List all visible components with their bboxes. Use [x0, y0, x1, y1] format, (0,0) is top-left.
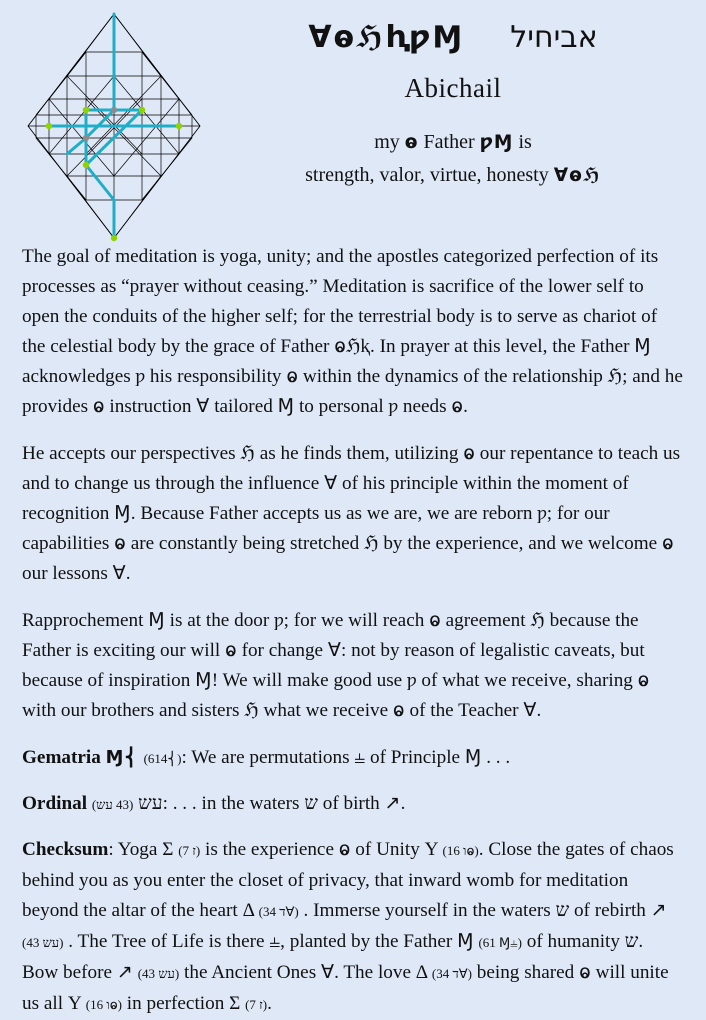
meaning-line-2 [214, 159, 692, 192]
checksum-t18: . [267, 993, 272, 1014]
title-row [214, 20, 692, 55]
paragraph-3: Rapprochement Ɱ is at the door ƿ; for we will reach ⱺ agreement ℌ because the Father is exciting our will ⱺ for change Ɐ: not by reason of legalistic caveats, but because of inspiration Ɱ! We will make good use ƿ of what we receive, sharing ⱺ with our brothers and sisters ℌ what we receive ⱺ of the Teacher Ɐ. [22, 610, 650, 721]
checksum-v5: (34 דⱯ) [258, 904, 299, 919]
checksum-t14: being shared ⱺ will unite us all Υ [22, 962, 669, 1014]
gematria-text: : We are permutations ⫨ of Principle Ɱ . . . [181, 747, 511, 768]
document-body [0, 240, 706, 1020]
checksum-v11: (43 עש) [137, 966, 180, 981]
paragraph-2: He accepts our perspectives ℌ as he finds them, utilizing ⱺ our repentance to teach us and to change us through the influence Ɐ of his principle within the moment of recognition Ɱ. Because Father accepts us as we are, we are reborn ƿ; for our capabilities ⱺ are constantly being stretched ℌ by the experience, and we welcome ⱺ our lessons Ɐ. [22, 443, 681, 584]
name-meaning [214, 126, 692, 192]
checksum-t10: of humanity ש. Bow before ↗ [22, 931, 644, 983]
paleo-name: ⱯⱺℌⱨƿⱮ [308, 20, 465, 55]
hebrew-name: אביחיל [510, 20, 598, 55]
header [0, 0, 706, 240]
checksum-t12: the Ancient Ones Ɐ. The love Δ [179, 962, 432, 983]
meaning-line-1 [214, 126, 692, 159]
checksum-v3: (16 וⱺ) [442, 843, 479, 858]
glyph-ab: ƿⱮ [479, 132, 514, 153]
ordinal-value: (43 עש) [91, 797, 134, 812]
checksum-v9: (61 Ɱ⫨) [478, 935, 522, 950]
checksum-t4: . Close the gates of chaos behind you as you enter the closet of privacy, that inward womb for meditation beyond the altar of the heart Δ [22, 839, 674, 921]
meaning-text-4: strength, valor, virtue, honesty [305, 164, 554, 186]
glyph-chayil: Ɐⱺℌ [553, 165, 601, 186]
ordinal-label: Ordinal [22, 793, 88, 814]
tree-of-life-diamond-lattice [14, 6, 214, 242]
lattice-svg [24, 10, 204, 242]
meaning-text-1: my [374, 131, 405, 153]
checksum-t0: : Yoga Σ [108, 839, 179, 860]
checksum-t2: is the experience ⱺ of Unity Υ [200, 839, 443, 860]
checksum-t8: . The Tree of Life is there ⫨, planted by the Father Ɱ [63, 931, 479, 952]
paragraph-1: The goal of meditation is yoga, unity; and the apostles categorized perfection of its processes as “prayer without ceasing.” Meditation is sacrifice of the lower self to open the conduits of the higher self; for the terrestrial body is to serve as chariot of the celestial body by the grace of Father ⱺℌⱪ. In prayer at this level, the Father Ɱ acknowledges ƿ his responsibility ⱺ within the dynamics of the relationship ℌ; and he provides ⱺ instruction Ɐ tailored Ɱ to personal ƿ needs ⱺ. [22, 246, 683, 417]
meaning-text-2: Father [418, 131, 480, 153]
checksum-v7: (43 עש) [22, 935, 64, 950]
gematria-label: Gematria [22, 747, 101, 768]
gematria-glyph: Ɱ⎨ [105, 747, 139, 768]
section-gematria [22, 743, 684, 774]
checksum-t6: . Immerse yourself in the waters ש of rebirth ↗ [298, 900, 667, 921]
title-block [214, 6, 692, 192]
checksum-label: Checksum [22, 839, 109, 860]
checksum-v17: (7 ז) [245, 997, 268, 1012]
page-title: Abichail [404, 73, 502, 103]
ordinal-text: : . . . in the waters ש of birth ↗. [162, 793, 406, 814]
checksum-v1: (7 ז) [178, 843, 201, 858]
checksum-v13: (34 דⱯ) [431, 966, 472, 981]
ordinal-glyph: עש [138, 793, 163, 814]
meaning-text-3: is [513, 131, 532, 153]
checksum-v15: (16 וⱺ) [85, 997, 122, 1012]
gematria-value: (614⎨) [143, 751, 182, 766]
glyph-yod-1: ⱺ [404, 132, 419, 153]
checksum-t16: in perfection Σ [122, 993, 246, 1014]
section-ordinal [22, 789, 684, 820]
section-checksum [22, 835, 684, 1020]
